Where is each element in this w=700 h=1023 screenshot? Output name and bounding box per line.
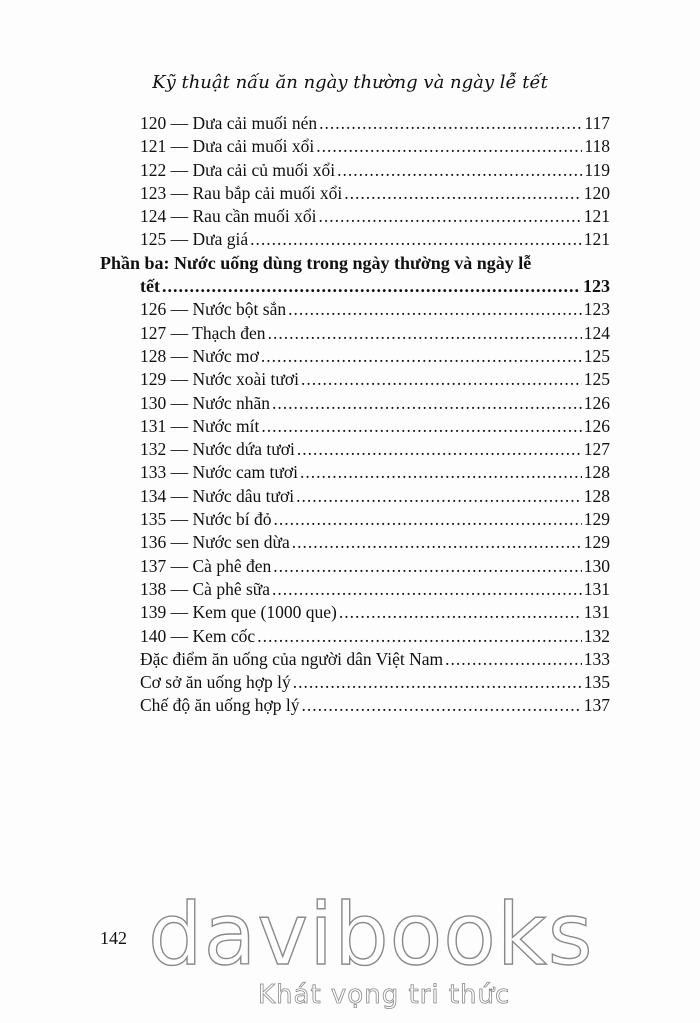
toc-entry xyxy=(100,625,610,648)
toc-entry xyxy=(100,182,610,205)
toc-entry-label: 126 — Nước bột sắn xyxy=(140,299,287,320)
toc-entry-label: 132 — Nước dứa tươi xyxy=(140,439,295,460)
dot-leader xyxy=(301,368,582,391)
toc-entry xyxy=(100,368,610,391)
toc-entry xyxy=(100,555,610,578)
dot-leader xyxy=(445,648,582,671)
dot-leader xyxy=(319,112,582,135)
toc-entry-label: 133 — Nước cam tươi xyxy=(140,462,299,483)
table-of-contents xyxy=(100,112,610,718)
toc-entry-label: 135 — Nước bí đỏ xyxy=(140,509,272,530)
toc-entry xyxy=(100,205,610,228)
toc-entry-label: 136 — Nước sen dừa xyxy=(140,532,290,553)
toc-entry-page: 133 xyxy=(583,648,610,669)
toc-entry xyxy=(100,135,610,158)
toc-entry xyxy=(100,671,610,694)
dot-leader xyxy=(272,578,582,601)
toc-entry-page: 125 xyxy=(583,369,610,390)
dot-leader xyxy=(272,392,582,415)
toc-entry-label: 138 — Cà phê sữa xyxy=(140,578,271,599)
toc-entry xyxy=(100,112,610,135)
toc-entry xyxy=(100,159,610,182)
toc-entry xyxy=(100,694,610,717)
dot-leader xyxy=(288,298,582,321)
toc-entry-page: 132 xyxy=(583,625,610,646)
toc-entry xyxy=(100,415,610,438)
dot-leader xyxy=(261,415,581,438)
dot-leader xyxy=(318,205,581,228)
dot-leader xyxy=(296,485,582,508)
toc-entry-label: tết xyxy=(140,276,160,297)
toc-entry xyxy=(100,461,610,484)
toc-entry-page: 131 xyxy=(583,578,610,599)
toc-group-drinks xyxy=(100,298,610,647)
dot-leader xyxy=(293,671,582,694)
dot-leader xyxy=(292,531,582,554)
dot-leader xyxy=(339,601,582,624)
toc-entry-label: 134 — Nước dâu tươi xyxy=(140,485,295,506)
dot-leader xyxy=(261,345,582,368)
toc-entry-page: 126 xyxy=(583,415,610,436)
toc-entry-label: 120 — Dưa cải muối nén xyxy=(140,113,318,133)
toc-entry-page: 120 xyxy=(583,182,610,203)
toc-entry-label: Đặc điểm ăn uống của người dân Việt Nam xyxy=(140,648,444,669)
toc-entry-label: 137 — Cà phê đen xyxy=(140,555,272,576)
dot-leader xyxy=(273,555,582,578)
toc-entry-page: 129 xyxy=(583,509,610,530)
toc-entry-label: 127 — Thạch đen xyxy=(140,322,266,343)
toc-entry-page: 128 xyxy=(583,462,610,483)
toc-entry-label: 129 — Nước xoài tươi xyxy=(140,369,299,390)
dot-leader xyxy=(268,322,582,345)
page-number: 142 xyxy=(100,928,127,948)
toc-entry-page: 135 xyxy=(583,672,610,693)
toc-entry-label: Cơ sở ăn uống hợp lý xyxy=(140,672,291,693)
toc-entry-page: 129 xyxy=(583,532,610,553)
toc-entry xyxy=(100,578,610,601)
toc-entry-page: 123 xyxy=(583,299,610,320)
toc-entry-page: 123 xyxy=(583,276,610,297)
toc-entry-page: 119 xyxy=(584,159,610,180)
toc-entry-label: 131 — Nước mít xyxy=(140,415,260,436)
toc-entry xyxy=(100,298,610,321)
toc-entry-label: 124 — Rau cần muối xổi xyxy=(140,206,317,227)
toc-entry xyxy=(100,508,610,531)
toc-entry-page: 118 xyxy=(584,136,610,157)
toc-entry-page: 130 xyxy=(583,555,610,576)
dot-leader xyxy=(316,135,582,158)
toc-entry-label: 121 — Dưa cải muối xổi xyxy=(140,136,315,157)
running-header: Kỹ thuật nấu ăn ngày thường và ngày lễ tết xyxy=(152,72,548,93)
toc-entry xyxy=(100,438,610,461)
toc-entry xyxy=(100,485,610,508)
toc-entry-page: 126 xyxy=(583,392,610,413)
toc-entry-label: 130 — Nước nhãn xyxy=(140,392,271,413)
dot-leader xyxy=(300,461,582,484)
toc-entry-label: 140 — Kem cốc xyxy=(140,625,256,646)
toc-entry-label: 122 — Dưa cải củ muối xổi xyxy=(140,159,336,180)
toc-entry xyxy=(100,322,610,345)
dot-leader xyxy=(257,625,582,648)
toc-group-pickles xyxy=(100,112,610,252)
toc-group-general xyxy=(100,648,610,718)
toc-entry xyxy=(100,601,610,624)
toc-entry-label: Chế độ ăn uống hợp lý xyxy=(140,695,300,716)
dot-leader xyxy=(337,159,582,182)
toc-entry-label: 125 — Dưa giá xyxy=(140,229,249,250)
toc-entry xyxy=(100,345,610,368)
toc-entry-page: 117 xyxy=(584,113,610,133)
toc-entry-label: 123 — Rau bắp cải muối xổi xyxy=(140,182,343,203)
toc-entry-label: 128 — Nước mơ xyxy=(140,345,259,366)
dot-leader xyxy=(297,438,582,461)
toc-entry-page: 121 xyxy=(583,229,610,250)
toc-entry xyxy=(100,228,610,251)
toc-entry-page: 131 xyxy=(583,602,610,623)
toc-entry xyxy=(100,392,610,415)
toc-entry-page: 125 xyxy=(583,345,610,366)
section-heading-continued xyxy=(100,275,610,298)
toc-entry-page: 137 xyxy=(583,695,610,716)
toc-entry xyxy=(100,531,610,554)
watermark-tagline: Khát vọng tri thức xyxy=(258,980,511,1010)
dot-leader xyxy=(344,182,582,205)
toc-entry-page: 128 xyxy=(583,485,610,506)
dot-leader xyxy=(162,275,581,298)
toc-entry-page: 124 xyxy=(583,322,610,343)
dot-leader xyxy=(274,508,582,531)
dot-leader xyxy=(250,228,582,251)
section-heading: Phần ba: Nước uống dùng trong ngày thường và ngày lễ xyxy=(100,252,532,273)
watermark-brand: davibooks xyxy=(148,885,594,985)
toc-entry-label: 139 — Kem que (1000 que) xyxy=(140,602,337,623)
dot-leader xyxy=(301,694,581,717)
toc-entry-page: 127 xyxy=(583,439,610,460)
toc-entry-page: 121 xyxy=(583,206,610,227)
toc-entry xyxy=(100,648,610,671)
